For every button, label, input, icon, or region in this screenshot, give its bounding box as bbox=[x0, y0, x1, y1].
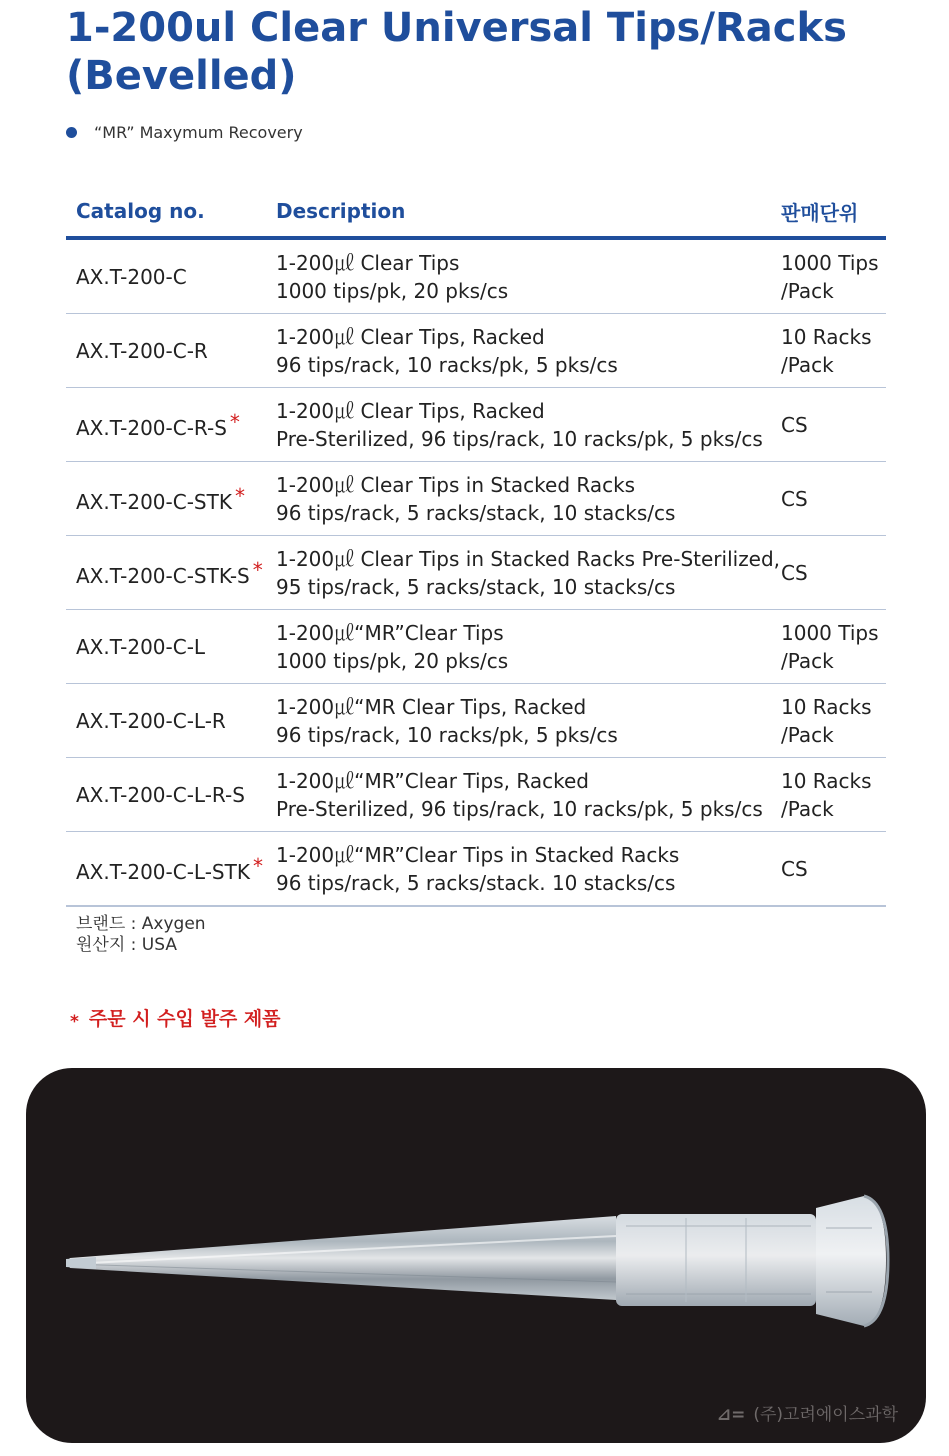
description-cell bbox=[266, 238, 771, 314]
table-row bbox=[66, 536, 886, 610]
description-line: 1000 tips/pk, 20 pks/cs bbox=[276, 278, 509, 303]
table-row bbox=[66, 238, 886, 314]
catalog-cell bbox=[66, 536, 266, 610]
description-line: 96 tips/rack, 5 racks/stack. 10 stacks/cs bbox=[276, 870, 676, 895]
table-row bbox=[66, 610, 886, 684]
unit-line: CS bbox=[781, 412, 808, 437]
description-line: 96 tips/rack, 10 racks/pk, 5 pks/cs bbox=[276, 722, 618, 747]
unit-cell bbox=[771, 536, 886, 610]
header-unit: 판매단위 bbox=[771, 186, 886, 238]
description-line: 95 tips/rack, 5 racks/stack, 10 stacks/cs bbox=[276, 574, 676, 599]
unit-cell bbox=[771, 462, 886, 536]
feature-bullet bbox=[66, 121, 303, 143]
feature-text: “MR” Maxymum Recovery bbox=[94, 122, 303, 142]
catalog-number: AX.T-200-C bbox=[76, 264, 187, 289]
note-text: 주문 시 수입 발주 제품 bbox=[88, 1008, 281, 1030]
product-photo bbox=[26, 1068, 926, 1443]
unit-cell bbox=[771, 684, 886, 758]
unit-cell bbox=[771, 832, 886, 907]
description-cell bbox=[266, 684, 771, 758]
unit-line: CS bbox=[781, 486, 808, 511]
description-line: Pre-Sterilized, 96 tips/rack, 10 racks/pk, 5 pks/cs bbox=[276, 796, 763, 821]
catalog-cell bbox=[66, 388, 266, 462]
description-cell bbox=[266, 462, 771, 536]
note-star: * bbox=[70, 1012, 79, 1032]
header-catalog: Catalog no. bbox=[66, 186, 266, 238]
product-meta bbox=[76, 914, 206, 956]
catalog-number: AX.T-200-C-STK bbox=[76, 489, 232, 514]
pipette-tip-image bbox=[26, 1068, 926, 1443]
red-star-icon: * bbox=[229, 409, 240, 434]
description-cell bbox=[266, 758, 771, 832]
red-star-icon: * bbox=[252, 557, 263, 582]
description-line: 1-200㎕ Clear Tips, Racked bbox=[276, 324, 545, 349]
description-line: 1-200㎕“MR”Clear Tips bbox=[276, 620, 504, 645]
description-line: 1-200㎕ Clear Tips, Racked bbox=[276, 398, 545, 423]
catalog-number: AX.T-200-C-R bbox=[76, 338, 208, 363]
unit-line: 1000 Tips bbox=[781, 250, 879, 275]
catalog-number: AX.T-200-C-L-R bbox=[76, 708, 226, 733]
company-logo-icon: ⊿= bbox=[716, 1405, 746, 1425]
description-line: 1000 tips/pk, 20 pks/cs bbox=[276, 648, 509, 673]
unit-cell bbox=[771, 388, 886, 462]
unit-line: 10 Racks bbox=[781, 324, 872, 349]
table-row bbox=[66, 684, 886, 758]
origin-text: 원산지 : USA bbox=[76, 935, 177, 955]
catalog-number: AX.T-200-C-L-R-S bbox=[76, 782, 245, 807]
page-title: 1-200ul Clear Universal Tips/Racks (Bevelled) bbox=[66, 5, 847, 99]
description-line: 1-200㎕“MR Clear Tips, Racked bbox=[276, 694, 587, 719]
catalog-cell bbox=[66, 238, 266, 314]
table-row bbox=[66, 462, 886, 536]
unit-cell bbox=[771, 238, 886, 314]
description-line: 1-200㎕“MR”Clear Tips, Racked bbox=[276, 768, 589, 793]
description-line: 1-200㎕ Clear Tips in Stacked Racks Pre-Sterilized, bbox=[276, 546, 781, 571]
table-row bbox=[66, 832, 886, 907]
red-star-icon: * bbox=[234, 483, 245, 508]
catalog-cell bbox=[66, 758, 266, 832]
description-cell bbox=[266, 832, 771, 907]
description-cell bbox=[266, 610, 771, 684]
table-row bbox=[66, 388, 886, 462]
catalog-number: AX.T-200-C-STK-S bbox=[76, 563, 250, 588]
unit-cell bbox=[771, 610, 886, 684]
description-line: 1-200㎕“MR”Clear Tips in Stacked Racks bbox=[276, 842, 680, 867]
table-row bbox=[66, 758, 886, 832]
catalog-number: AX.T-200-C-L bbox=[76, 634, 206, 659]
table-row bbox=[66, 314, 886, 388]
description-cell bbox=[266, 536, 781, 610]
unit-cell bbox=[771, 314, 886, 388]
description-line: 96 tips/rack, 10 racks/pk, 5 pks/cs bbox=[276, 352, 618, 377]
unit-line: CS bbox=[781, 560, 808, 585]
catalog-number: AX.T-200-C-R-S bbox=[76, 415, 227, 440]
catalog-table bbox=[66, 186, 886, 907]
description-cell bbox=[266, 388, 771, 462]
header-description: Description bbox=[266, 186, 771, 238]
catalog-number: AX.T-200-C-L-STK bbox=[76, 859, 250, 884]
catalog-cell bbox=[66, 684, 266, 758]
brand-text: 브랜드 : Axygen bbox=[76, 914, 206, 934]
unit-line: /Pack bbox=[781, 796, 834, 821]
unit-line: /Pack bbox=[781, 648, 834, 673]
catalog-cell bbox=[66, 610, 266, 684]
import-note bbox=[70, 1004, 281, 1032]
catalog-cell bbox=[66, 314, 266, 388]
unit-line: CS bbox=[781, 856, 808, 881]
description-line: 96 tips/rack, 5 racks/stack, 10 stacks/cs bbox=[276, 500, 676, 525]
unit-line: 10 Racks bbox=[781, 768, 872, 793]
unit-line: /Pack bbox=[781, 352, 834, 377]
table-header-row bbox=[66, 186, 886, 238]
unit-cell bbox=[771, 758, 886, 832]
catalog-cell bbox=[66, 832, 266, 907]
company-name: (주)고려에이스과학 bbox=[753, 1405, 898, 1425]
description-line: 1-200㎕ Clear Tips in Stacked Racks bbox=[276, 472, 636, 497]
description-cell bbox=[266, 314, 771, 388]
catalog-cell bbox=[66, 462, 266, 536]
unit-line: /Pack bbox=[781, 722, 834, 747]
red-star-icon: * bbox=[252, 853, 263, 878]
bullet-dot-icon bbox=[66, 127, 77, 138]
description-line: 1-200㎕ Clear Tips bbox=[276, 250, 460, 275]
company-watermark bbox=[717, 1400, 898, 1425]
description-line: Pre-Sterilized, 96 tips/rack, 10 racks/pk, 5 pks/cs bbox=[276, 426, 763, 451]
unit-line: /Pack bbox=[781, 278, 834, 303]
unit-line: 10 Racks bbox=[781, 694, 872, 719]
unit-line: 1000 Tips bbox=[781, 620, 879, 645]
